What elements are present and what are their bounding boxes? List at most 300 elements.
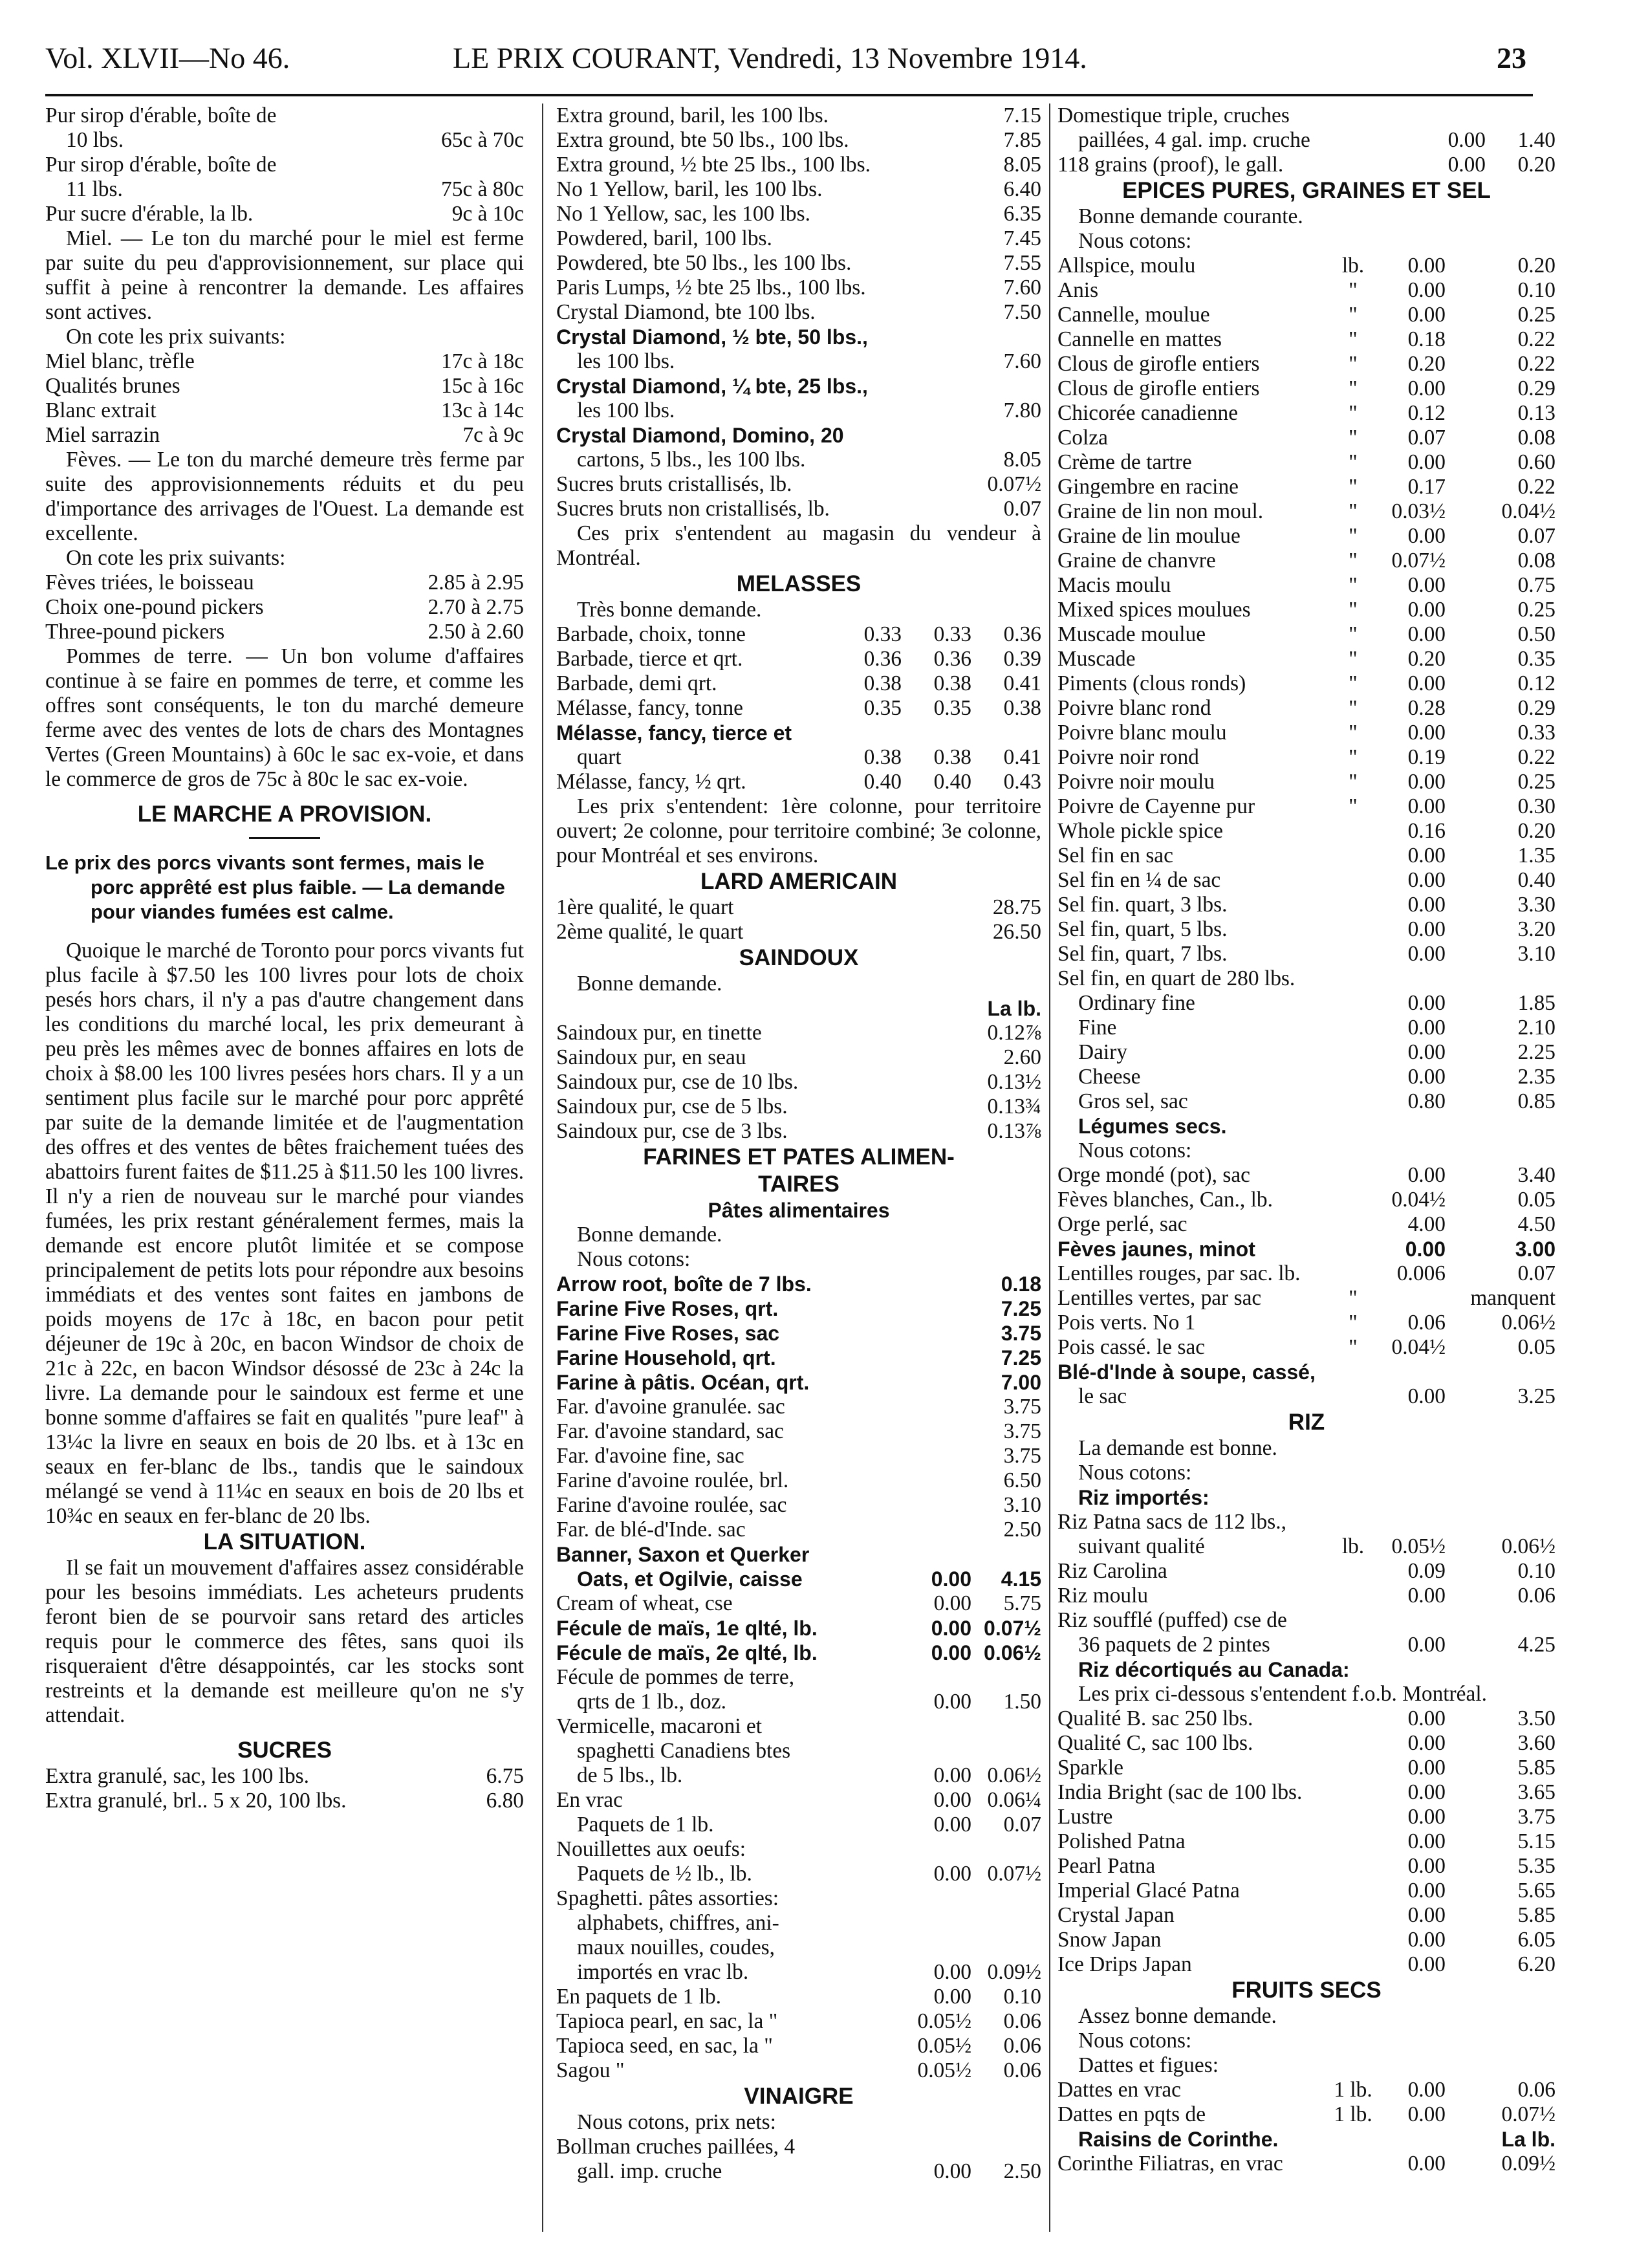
unit [1330, 844, 1376, 868]
price-row [1057, 401, 1556, 426]
item-price [957, 325, 1041, 349]
price-min [902, 1444, 971, 1468]
price-row [1057, 254, 1556, 278]
item-label: Sagou " [556, 2058, 625, 2082]
price-row [556, 1370, 1041, 1395]
item-price: 2.85 à 2.95 [428, 571, 524, 594]
item-label: paillées, 4 gal. imp. cruche [1078, 128, 1310, 152]
item-price: 0.07 [1003, 497, 1041, 521]
price-min: 0.00 [933, 2159, 971, 2183]
price-row [1057, 475, 1556, 499]
price-min: 0.00 [1407, 1065, 1446, 1089]
item-label: maux nouilles, coudes, [577, 1935, 775, 1959]
price-max: 3.00 [1515, 1238, 1556, 1261]
price-min: 0.00 [933, 1763, 971, 1787]
item-label: Sel fin en ¼ de sac [1057, 868, 1221, 892]
item-label: Dairy [1078, 1040, 1128, 1064]
unit: " [1349, 426, 1358, 450]
price-min: 0.20 [1407, 352, 1446, 376]
item-price: 17c à 18c [441, 349, 524, 373]
price-row [556, 1591, 1041, 1616]
item-price: 2.50 à 2.60 [428, 620, 524, 644]
price-max: 0.50 [1517, 622, 1556, 646]
price-row [1057, 2102, 1556, 2127]
page-number: 23 [1497, 41, 1526, 74]
price-max: 2.50 [1003, 2159, 1041, 2183]
price-max: 0.35 [1517, 647, 1556, 671]
price-min: 0.00 [1407, 2152, 1446, 2175]
unit [1330, 1065, 1376, 1089]
item-price: 26.50 [992, 920, 1041, 944]
item-label: Sucres bruts cristallisés, lb. [556, 472, 792, 496]
price-max: 0.06 [1003, 2034, 1041, 2058]
price-min: 0.00 [933, 1985, 971, 2009]
price-min: 0.00 [1407, 376, 1446, 400]
price-row [1057, 426, 1556, 450]
item-label: Graine de lin moulue [1057, 524, 1241, 548]
price-col-2: 0.38 [933, 671, 971, 695]
price-min: 0.09 [1407, 1559, 1446, 1583]
price-row [45, 202, 524, 226]
item-label: Sel fin en sac [1057, 844, 1173, 867]
item-label: Sel fin. quart, 3 lbs. [1057, 893, 1228, 917]
item-price: 0.13⅞ [987, 1119, 1041, 1143]
price-row [1057, 671, 1556, 696]
price-max: 0.06 [1003, 2009, 1041, 2033]
price-col-2: 0.38 [933, 745, 971, 769]
farines-demand: Bonne demande. [577, 1223, 722, 1247]
unit: " [1349, 303, 1358, 327]
price-col-1: 0.36 [863, 647, 902, 671]
item-label: Choix one-pound pickers [45, 595, 264, 619]
price-row [45, 104, 524, 128]
price-max: 0.07 [1003, 1813, 1041, 1837]
raisins-heading-row [1057, 2127, 1556, 2152]
item-label: 2ème qualité, le quart [556, 920, 744, 944]
item-label: Powdered, baril, 100 lbs. [556, 226, 772, 250]
price-col-1 [832, 721, 902, 745]
item-label: No 1 Yellow, sac, les 100 lbs. [556, 202, 810, 226]
item-price [957, 374, 1041, 398]
farines-heading: FARINES ET PATES ALIMEN- [643, 1144, 955, 1170]
price-row [1057, 1903, 1556, 1928]
situation-heading: LA SITUATION. [203, 1529, 366, 1554]
miel-price-list [45, 349, 524, 448]
price-min [902, 1542, 971, 1567]
price-min: 0.07 [1407, 426, 1446, 450]
item-label: Clous de girofle entiers [1057, 352, 1260, 376]
price-min [1376, 1608, 1446, 1633]
pates-subheading: Pâtes alimentaires [708, 1199, 890, 1222]
column-2 [556, 104, 1041, 2184]
price-row [45, 128, 524, 153]
price-max [1446, 1608, 1556, 1633]
price-max: 0.22 [1517, 745, 1556, 769]
price-row [556, 1763, 1041, 1788]
price-max: 0.10 [1517, 1559, 1556, 1583]
price-min [1416, 104, 1486, 128]
price-row [1057, 278, 1556, 303]
price-max: 0.06½ [987, 1763, 1041, 1787]
item-label: Allspice, moulu [1057, 254, 1196, 278]
price-min [902, 1493, 971, 1518]
item-label: Saindoux pur, cse de 5 lbs. [556, 1095, 788, 1118]
price-row [556, 1021, 1041, 1045]
price-max: 0.10 [1517, 278, 1556, 302]
price-col-1: 0.35 [863, 696, 902, 720]
price-row [1057, 1780, 1556, 1805]
price-max [971, 1911, 1041, 1935]
price-row [1057, 794, 1556, 819]
price-row [556, 1911, 1041, 1935]
price-row [556, 1468, 1041, 1493]
price-min: 0.05½ [917, 2034, 971, 2058]
sucres-note: Ces prix s'entendent au magasin du vendeur à Montréal. [556, 521, 1041, 570]
vinaigre-price-list [556, 2135, 1041, 2184]
item-label: Domestique triple, cruches [1057, 104, 1290, 127]
item-label: Ice Drips Japan [1057, 1952, 1192, 1976]
price-row [1057, 1731, 1556, 1756]
price-row [1057, 1016, 1556, 1040]
price-row [1057, 303, 1556, 327]
item-label: Saindoux pur, en tinette [556, 1021, 762, 1045]
price-min [902, 1370, 971, 1395]
price-row [556, 349, 1041, 374]
item-label: Far. de blé-d'Inde. sac [556, 1518, 746, 1542]
price-row [1057, 1237, 1556, 1261]
price-max: 0.07½ [984, 1617, 1041, 1640]
price-min: 0.00 [1407, 721, 1446, 745]
saindoux-heading: SAINDOUX [739, 945, 859, 970]
melasses-demand: Très bonne demande. [577, 598, 762, 622]
price-min: 0.00 [933, 1862, 971, 1886]
price-max: 1.85 [1517, 991, 1556, 1015]
unit: " [1349, 721, 1358, 745]
unit: " [1349, 376, 1358, 400]
price-max: 0.75 [1517, 573, 1556, 597]
price-row [556, 696, 1041, 721]
price-min: 0.00 [1407, 254, 1446, 278]
riz-price-list [1057, 1510, 1556, 1657]
price-max: 0.09½ [987, 1960, 1041, 1984]
price-row [556, 177, 1041, 202]
item-label: Fécule de maïs, 2e qlté, lb. [556, 1641, 818, 1664]
item-label: Orge perlé, sac [1057, 1212, 1187, 1236]
item-label: Poivre blanc moulu [1057, 721, 1227, 745]
price-row [1057, 868, 1556, 893]
price-min: 0.00 [1407, 917, 1446, 941]
unit [1330, 1633, 1376, 1657]
price-row [556, 2159, 1041, 2184]
unit [1330, 1040, 1376, 1065]
price-min: 0.00 [1407, 794, 1446, 818]
price-row [1057, 1805, 1556, 1829]
price-row [556, 423, 1041, 448]
price-row [556, 1567, 1041, 1591]
price-row [45, 177, 524, 202]
price-row [1057, 352, 1556, 376]
item-label: Graine de chanvre [1057, 549, 1216, 572]
fruits-cotons: Nous cotons: [1078, 2029, 1192, 2053]
price-row [556, 1862, 1041, 1886]
item-label: Lustre [1057, 1805, 1113, 1829]
item-label: Sparkle [1057, 1756, 1123, 1780]
price-max: 5.75 [1003, 1591, 1041, 1615]
item-label: Dattes en pqts de [1057, 2102, 1206, 2126]
item-label: Miel sarrazin [45, 423, 160, 447]
item-price: 7c à 9c [462, 423, 524, 447]
saindoux-price-list [556, 1021, 1041, 1144]
unit: " [1349, 549, 1358, 572]
item-price [369, 153, 524, 177]
price-min: 0.07½ [1391, 549, 1446, 572]
price-min: 0.00 [1407, 1780, 1446, 1804]
item-label: Pur sucre d'érable, la lb. [45, 202, 254, 226]
price-max: 0.10 [1003, 1985, 1041, 2009]
price-max: 0.07½ [987, 1862, 1041, 1886]
riz-note: Les prix ci-dessous s'entendent f.o.b. Montréal. [1078, 1682, 1487, 1706]
page-header [45, 36, 1533, 96]
item-price: 7.45 [1003, 226, 1041, 250]
riz-heading: RIZ [1288, 1410, 1325, 1435]
price-row [45, 349, 524, 374]
item-label: Qualité B. sac 250 lbs. [1057, 1706, 1253, 1730]
item-label: Farine d'avoine roulée, sac [556, 1493, 787, 1517]
price-max: 1.50 [1003, 1690, 1041, 1714]
item-price [369, 104, 524, 128]
sucres-heading: SUCRES [237, 1738, 332, 1763]
item-price: 6.35 [1003, 202, 1041, 226]
price-row [45, 423, 524, 448]
item-label: Saindoux pur, cse de 3 lbs. [556, 1119, 788, 1143]
price-row [556, 2009, 1041, 2034]
item-label: Spaghetti. pâtes assorties: [556, 1886, 779, 1910]
price-row [556, 622, 1041, 647]
provision-summary: Le prix des porcs vivants sont fermes, mais le porc apprêté est plus faible. — La demande pour viandes fumées est calme. [45, 851, 505, 923]
price-row [556, 1616, 1041, 1641]
price-col-2: 0.35 [933, 696, 971, 720]
item-label: Extra granulé, brl.. 5 x 20, 100 lbs. [45, 1789, 347, 1813]
price-row [556, 1119, 1041, 1144]
item-label: Fine [1078, 1016, 1117, 1040]
price-max: 3.50 [1517, 1706, 1556, 1730]
melasses-note: Les prix s'entendent: 1ère colonne, pour territoire ouvert; 2e colonne, pour territoire combiné; 3e colonne, pour Montréal et ses environs. [556, 794, 1041, 867]
price-max: 0.20 [1517, 153, 1556, 177]
unit [1330, 1212, 1376, 1237]
epices-heading: EPICES PURES, GRAINES ET SEL [1122, 178, 1491, 203]
price-row [1057, 1089, 1556, 1114]
price-max [971, 1837, 1041, 1862]
item-label: Farine Household, qrt. [556, 1346, 776, 1369]
unit: " [1349, 598, 1358, 622]
provision-paragraph: Quoique le marché de Toronto pour porcs vivants fut plus facile à $7.50 les 100 livres pour lots de choix pesés hors chars, il n'y a pas d'autre changement dans les conditions du marché local, les prix demeurant à peu près les mêmes avec de bonnes affaires en lots de choix à $8.00 les 100 livres pesées hors chars. Il y a un sentiment plus facile sur le marché pour porc apprêté par suite de la demande limitée et de l'augmentation des offres et des ventes de bêtes fraichement tuées des abattoirs furent faites de $11.25 à $11.50 les 100 livres. Il n'y a rien de nouveau sur le marché pour viandes fumées, les prix restant généralement fermes, mais la demande est encore plutôt limitée et se compose principalement de petits lots pour répondre aux besoins immédiats et des ventes sont faites en jambons de poids moyens de 17c à 18c, en bacon pour petit déjeuner de 19c à 20c, en bacon Windsor de choix de 21c à 22c, en bacon Windsor désossé de 23c à 24c la livre. La demande pour le saindoux est ferme et une bonne somme d'affaires se fait en qualités "pure leaf" à 13¼c la livre en seaux en bois de 20 lbs. et à 13c en seaux en fer-blanc de lbs., tandis que le saindoux mélangé se vend à 11¼c en seaux en bois de 20 lbs et 10¾c en seaux en fer-blanc de 20 lbs. [45, 939, 524, 1528]
item-label: les 100 lbs. [577, 349, 675, 373]
price-min: 0.00 [1407, 770, 1446, 794]
price-max: 0.18 [1001, 1272, 1041, 1296]
column-divider [1049, 104, 1050, 2232]
price-max: 0.12 [1517, 671, 1556, 695]
epices-cotons: Nous cotons: [1078, 229, 1192, 253]
price-min [902, 1739, 971, 1763]
item-label: En paquets de 1 lb. [556, 1985, 722, 2009]
price-row [1057, 573, 1556, 598]
price-min: 0.00 [1447, 128, 1486, 152]
item-label: Crystal Japan [1057, 1903, 1175, 1927]
unit: " [1349, 745, 1358, 769]
item-label: gall. imp. cruche [577, 2159, 722, 2183]
price-min: 0.00 [1407, 2078, 1446, 2102]
price-row [45, 571, 524, 595]
item-label: Tapioca pearl, en sac, la " [556, 2009, 778, 2033]
price-min: 0.03½ [1391, 499, 1446, 523]
unit [1330, 966, 1376, 991]
price-row [1057, 376, 1556, 401]
price-row [1057, 1335, 1556, 1360]
price-min: 0.00 [1407, 303, 1446, 327]
price-row [556, 1788, 1041, 1813]
item-label: Qualités brunes [45, 374, 180, 398]
price-min: 0.00 [1407, 1163, 1446, 1187]
unit [1330, 893, 1376, 917]
item-label: Mélasse, fancy, tierce et [556, 721, 792, 745]
price-row [1057, 2152, 1556, 2176]
item-label: Lentilles vertes, par sac [1057, 1286, 1262, 1310]
price-row [556, 472, 1041, 497]
unit [1330, 1089, 1376, 1114]
item-label: 118 grains (proof), le gall. [1057, 153, 1284, 177]
price-min [1376, 1360, 1446, 1384]
unit [1330, 868, 1376, 893]
price-min: 0.00 [1407, 1584, 1446, 1608]
price-row [45, 1789, 524, 1813]
publication-title: LE PRIX COURANT, Vendredi, 13 Novembre 1914. [453, 41, 1087, 74]
price-max [971, 1714, 1041, 1739]
price-row [1057, 917, 1556, 942]
item-label: Cheese [1078, 1065, 1141, 1089]
price-max [971, 1739, 1041, 1763]
price-min: 0.06 [1407, 1311, 1446, 1335]
price-row [556, 1296, 1041, 1321]
item-price: 7.55 [1003, 251, 1041, 275]
price-max: 0.06 [1003, 2058, 1041, 2082]
price-row [1057, 770, 1556, 794]
price-row [556, 745, 1041, 770]
price-min: 0.00 [1407, 942, 1446, 966]
item-price: 6.75 [486, 1764, 524, 1788]
provision-heading: LE MARCHE A PROVISION. [137, 801, 432, 827]
price-row [1057, 1360, 1556, 1384]
price-max: 6.50 [1003, 1468, 1041, 1492]
item-label: Muscade [1057, 647, 1136, 671]
legumes-heading: Légumes secs. [1078, 1115, 1227, 1138]
price-max: 0.05 [1517, 1335, 1556, 1359]
item-label: Sel fin, en quart de 280 lbs. [1057, 966, 1295, 990]
item-price: 15c à 16c [441, 374, 524, 398]
price-max: 2.50 [1003, 1518, 1041, 1542]
price-row [556, 2034, 1041, 2058]
unit: " [1349, 524, 1358, 548]
price-max: 3.10 [1517, 942, 1556, 966]
unit [1330, 2152, 1376, 2176]
price-min: 0.00 [933, 1813, 971, 1837]
price-row [1057, 1510, 1556, 1534]
unit: " [1349, 696, 1358, 720]
price-min: 0.00 [1407, 1829, 1446, 1853]
item-label: Sel fin, quart, 7 lbs. [1057, 942, 1228, 966]
price-max: 0.40 [1517, 868, 1556, 892]
price-row [556, 300, 1041, 325]
price-min [902, 1935, 971, 1960]
price-max: 2.10 [1517, 1016, 1556, 1040]
item-label: Riz moulu [1057, 1584, 1149, 1608]
price-min [902, 1296, 971, 1321]
price-row [556, 1665, 1041, 1690]
item-label: Barbade, tierce et qrt. [556, 647, 743, 671]
unit [1330, 1163, 1376, 1188]
price-row [556, 128, 1041, 153]
item-label: Barbade, demi qrt. [556, 671, 717, 695]
price-min: 0.04½ [1391, 1188, 1446, 1212]
price-max: 3.10 [1003, 1493, 1041, 1517]
farines-price-list [556, 1272, 1041, 2083]
item-label: Poivre noir moulu [1057, 770, 1215, 794]
price-max: 0.25 [1517, 598, 1556, 622]
item-label: Dattes en vrac [1057, 2078, 1181, 2102]
domestique-price-list [1057, 104, 1556, 177]
item-price: 8.05 [1003, 153, 1041, 177]
price-col-1: 0.33 [863, 622, 902, 646]
price-col-3: 0.43 [1003, 770, 1041, 794]
item-label: Mixed spices moulues [1057, 598, 1251, 622]
price-min: 0.16 [1407, 819, 1446, 843]
saindoux-unit: La lb. [987, 997, 1041, 1020]
item-label: Cannelle, moulue [1057, 303, 1210, 327]
item-label: India Bright (sac de 100 lbs. [1057, 1780, 1303, 1804]
price-min: 0.05½ [1391, 1534, 1446, 1558]
item-price: 6.80 [486, 1789, 524, 1813]
price-row [45, 1764, 524, 1789]
price-min [1376, 966, 1446, 991]
price-row [1057, 1384, 1556, 1409]
price-max: 2.35 [1517, 1065, 1556, 1089]
item-label: Saindoux pur, en seau [556, 1045, 746, 1069]
price-row [556, 1321, 1041, 1346]
price-row [1057, 1756, 1556, 1780]
price-col-3: 0.38 [1003, 696, 1041, 720]
item-label: Bollman cruches paillées, 4 [556, 2135, 796, 2159]
price-min: 0.00 [1407, 622, 1446, 646]
riz-importes-heading: Riz importés: [1078, 1486, 1209, 1509]
item-label: Gingembre en racine [1057, 475, 1239, 499]
price-max: 0.09½ [1501, 2152, 1556, 2175]
lard-heading: LARD AMERICAIN [700, 869, 897, 894]
price-row [45, 620, 524, 644]
column-1 [45, 104, 524, 1813]
price-max: 0.08 [1517, 426, 1556, 450]
price-row [1057, 1584, 1556, 1608]
unit: " [1349, 770, 1358, 794]
price-max: 7.00 [1001, 1371, 1041, 1394]
item-label: Crème de tartre [1057, 450, 1192, 474]
price-min: 0.04½ [1391, 1335, 1446, 1359]
price-row [556, 1493, 1041, 1518]
price-row [556, 1837, 1041, 1862]
price-max: 3.75 [1517, 1805, 1556, 1829]
price-row [556, 276, 1041, 300]
unit: " [1349, 278, 1358, 302]
item-price: 6.40 [1003, 177, 1041, 201]
item-label: Tapioca seed, en sac, la " [556, 2034, 773, 2058]
